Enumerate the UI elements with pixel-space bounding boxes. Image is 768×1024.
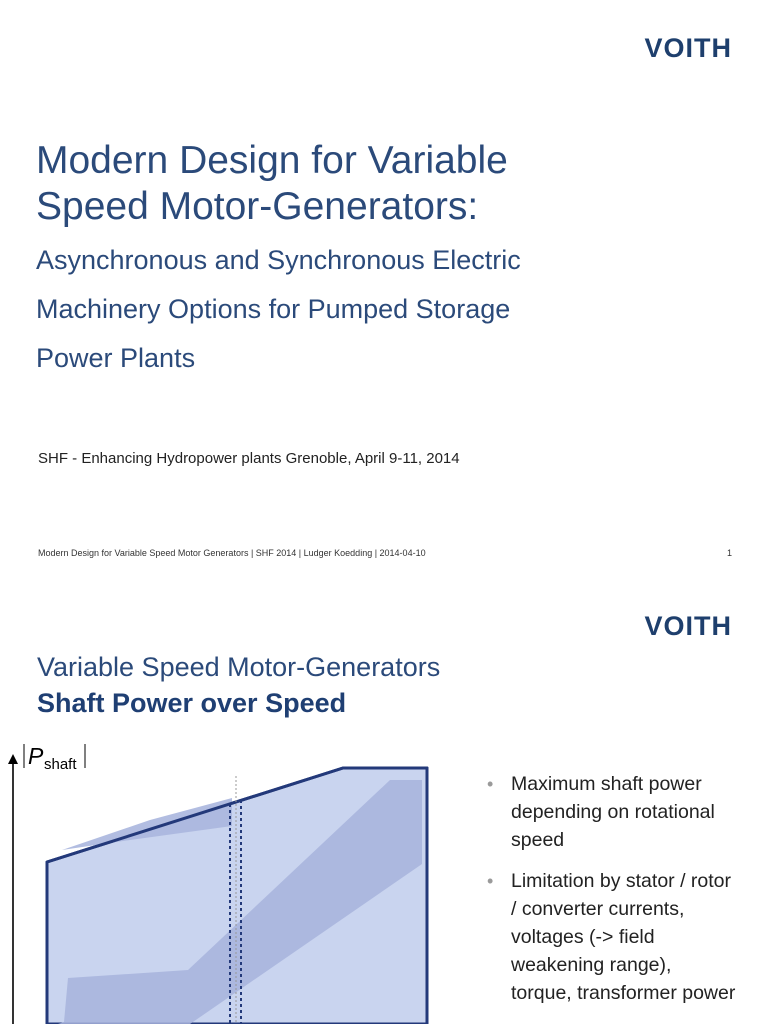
- axis-label-shaft: shaft: [44, 756, 77, 773]
- slide-subtitle-line-1: Asynchronous and Synchronous Electric: [36, 245, 521, 275]
- slide-subtitle: Shaft Power over Speed: [37, 688, 347, 718]
- slide-title-line-1: Modern Design for Variable: [36, 139, 508, 182]
- bullet-text: Maximum shaft power depending on rotational speed: [511, 773, 715, 851]
- bullet-text: Limitation by stator / rotor / converter currents, voltages (-> field weakening range), torque, transformer power: [511, 870, 736, 1004]
- shaft-power-diagram: [0, 730, 470, 1024]
- slide-subtitle-line-2: Machinery Options for Pumped Storage: [36, 294, 511, 324]
- bullet-dot-icon: •: [487, 871, 494, 891]
- slide-footer: Modern Design for Variable Speed Motor Generators | SHF 2014 | Ludger Koedding | 2014-04-10: [38, 548, 426, 558]
- bullet-item: [487, 770, 737, 854]
- slide-subtitle-line-3: Power Plants: [36, 343, 196, 373]
- voith-logo: VOITH: [644, 611, 732, 641]
- axis-label-p: P: [28, 743, 44, 769]
- bullet-item: [487, 867, 737, 1007]
- slide-title: [36, 138, 676, 230]
- slide-subtitle: [36, 236, 676, 383]
- content-slide: [0, 580, 768, 1024]
- slide-title-line-2: Speed Motor-Generators:: [36, 185, 479, 228]
- slide-title: Variable Speed Motor-Generators: [37, 652, 441, 682]
- bullet-list: [487, 770, 737, 1020]
- y-axis-arrowhead: [8, 754, 18, 764]
- page-number: 1: [726, 548, 732, 558]
- event-info: SHF - Enhancing Hydropower plants Grenoble, April 9-11, 2014: [38, 450, 460, 467]
- bullet-dot-icon: •: [487, 774, 494, 794]
- voith-logo: VOITH: [644, 33, 732, 63]
